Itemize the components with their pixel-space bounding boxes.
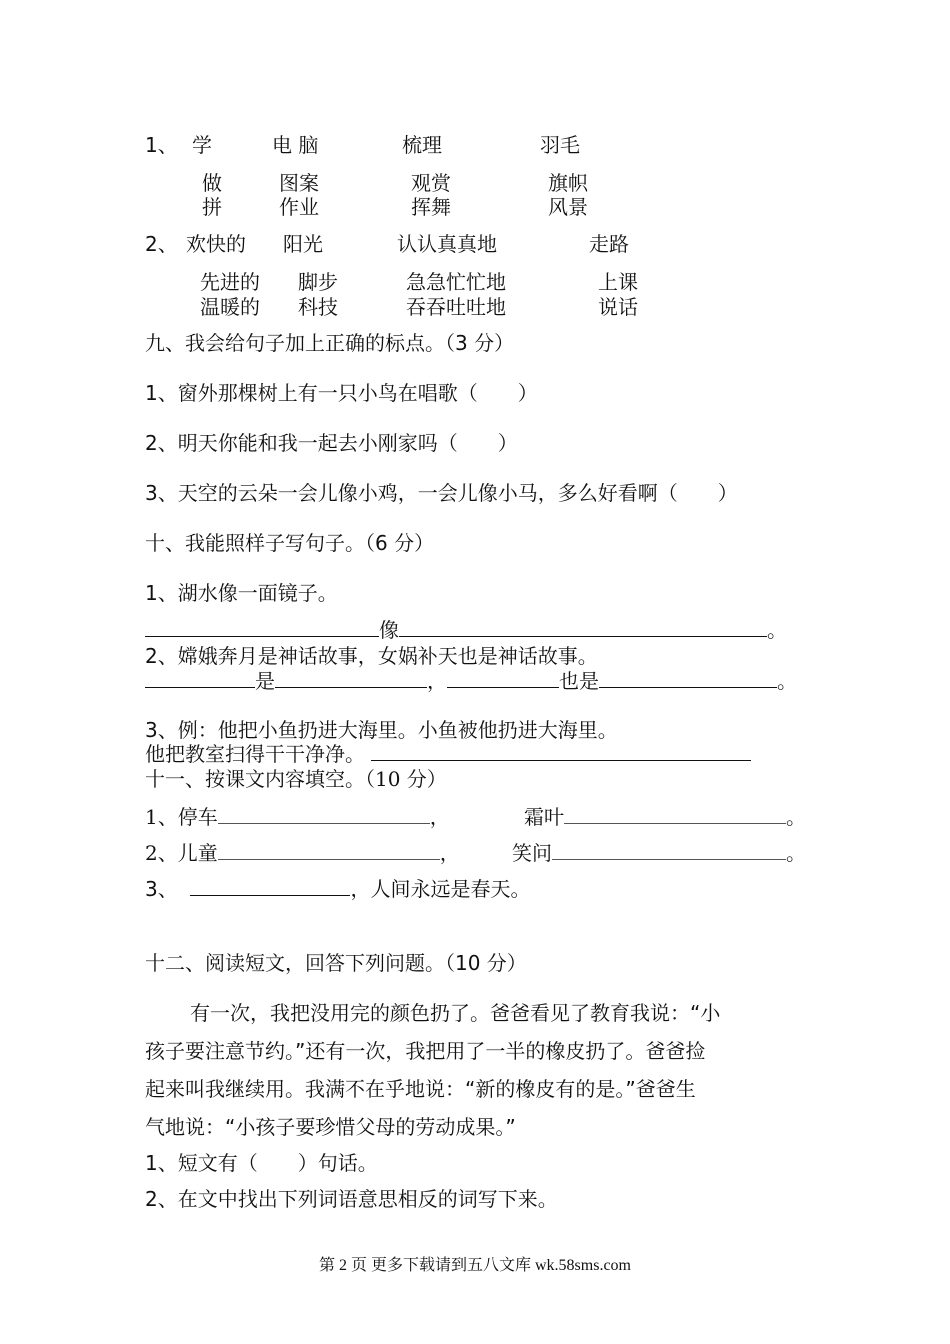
fill-row-3 — [145, 876, 530, 902]
imitation-q1-answer-line — [145, 617, 787, 643]
blank-line[interactable] — [275, 669, 427, 688]
fill-row-2-a: 2、儿童 — [145, 841, 218, 865]
match-q2-bottom-2a: 脚步 — [298, 270, 338, 294]
imitation-q2-example: 2、嫦娥奔月是神话故事，女娲补天也是神话故事。 — [145, 644, 598, 668]
match-q1-bottom-2a: 图案 — [279, 171, 319, 195]
match-q1-bottom-4a: 旗帜 — [548, 171, 588, 195]
fill-row-3-b: ，人间永远是春天。 — [350, 877, 531, 901]
blank-line[interactable] — [145, 618, 379, 637]
punctuation-item-3: 3、天空的云朵一会儿像小鸡，一会儿像小马，多么好看啊（ ） — [145, 481, 738, 505]
fill-row-1-end: 。 — [786, 805, 806, 829]
match-q2-top-1: 欢快的 — [186, 232, 246, 256]
reading-para-line-3: 起来叫我继续用。我满不在乎地说：“新的橡皮有的是。”爸爸生 — [145, 1077, 696, 1101]
section-11-title: 十一、按课文内容填空。（10 分） — [145, 767, 447, 791]
fill-row-2-comma: ， — [439, 841, 460, 865]
blank-line[interactable] — [218, 841, 440, 860]
imitation-q3-prompt: 他把教室扫得干干净净。 — [145, 742, 365, 766]
imitation-q2-is: 是 — [255, 669, 275, 693]
blank-line[interactable] — [552, 841, 786, 860]
reading-para-line-1: 有一次，我把没用完的颜色扔了。爸爸看见了教育我说：“小 — [190, 1001, 721, 1025]
reading-q1: 1、短文有（ ）句话。 — [145, 1151, 378, 1175]
fill-row-1-b: 霜叶 — [524, 805, 564, 829]
match-q1-number: 1、 — [145, 133, 178, 157]
blank-line[interactable] — [371, 742, 751, 761]
imitation-q2-comma: ， — [427, 669, 447, 693]
imitation-q2-answer-line — [145, 668, 797, 694]
fill-row-1-comma: ， — [429, 805, 450, 829]
match-q2-bottom-3b: 吞吞吐吐地 — [406, 295, 506, 319]
fill-row-3-a: 3、 — [145, 877, 178, 901]
imitation-q1-end: 。 — [767, 618, 787, 642]
blank-line[interactable] — [218, 805, 430, 824]
match-q1-bottom-4b: 风景 — [548, 195, 588, 219]
punctuation-item-2: 2、明天你能和我一起去小刚家吗（ ） — [145, 431, 518, 455]
match-q1-bottom-1a: 做 — [202, 171, 222, 195]
match-q1-bottom-3a: 观赏 — [411, 171, 451, 195]
section-12-title: 十二、阅读短文，回答下列问题。（10 分） — [145, 951, 527, 975]
imitation-q2-also: 也是 — [559, 669, 599, 693]
match-q1-bottom-2b: 作业 — [279, 195, 319, 219]
match-q1-bottom-3b: 挥舞 — [411, 195, 451, 219]
blank-line[interactable] — [564, 805, 786, 824]
reading-para-line-4: 气地说：“小孩子要珍惜父母的劳动成果。” — [145, 1115, 516, 1139]
match-q2-bottom-1b: 温暖的 — [200, 295, 260, 319]
match-q2-bottom-1a: 先进的 — [200, 270, 260, 294]
match-q2-bottom-4a: 上课 — [598, 270, 638, 294]
match-q2-bottom-4b: 说话 — [598, 295, 638, 319]
section-10-title: 十、我能照样子写句子。（6 分） — [145, 531, 435, 555]
match-q1-top-1: 学 — [192, 133, 212, 157]
fill-row-1 — [145, 804, 450, 830]
blank-line[interactable] — [399, 618, 767, 637]
imitation-q3-answer-line — [145, 741, 751, 767]
match-q1-bottom-1b: 拼 — [202, 195, 222, 219]
imitation-q1-example: 1、湖水像一面镜子。 — [145, 581, 338, 605]
blank-line[interactable] — [447, 669, 559, 688]
match-q2-number: 2、 — [145, 232, 178, 256]
blank-line[interactable] — [190, 877, 350, 896]
fill-row-2-right — [512, 840, 806, 866]
imitation-q2-end: 。 — [777, 669, 797, 693]
match-q2-top-4: 走路 — [589, 232, 629, 256]
fill-row-2-b: 笑问 — [512, 841, 552, 865]
fill-row-1-a: 1、停车 — [145, 805, 218, 829]
punctuation-item-1: 1、窗外那棵树上有一只小鸟在唱歌（ ） — [145, 381, 538, 405]
match-q2-bottom-2b: 科技 — [298, 295, 338, 319]
page-footer: 第 2 页 更多下载请到五八文库 wk.58sms.com — [318, 1257, 631, 1274]
fill-row-1-right — [524, 804, 806, 830]
imitation-q1-mid: 像 — [379, 618, 399, 642]
match-q1-top-2: 电 脑 — [272, 133, 319, 157]
section-9-title: 九、我会给句子加上正确的标点。（3 分） — [145, 331, 515, 355]
match-q1-top-4: 羽毛 — [540, 133, 580, 157]
blank-line[interactable] — [145, 669, 255, 688]
fill-row-2 — [145, 840, 460, 866]
fill-row-2-end: 。 — [786, 841, 806, 865]
match-q2-top-2: 阳光 — [283, 232, 323, 256]
match-q2-bottom-3a: 急急忙忙地 — [406, 270, 506, 294]
reading-q2: 2、在文中找出下列词语意思相反的词写下来。 — [145, 1187, 558, 1211]
blank-line[interactable] — [599, 669, 777, 688]
reading-para-line-2: 孩子要注意节约。”还有一次，我把用了一半的橡皮扔了。爸爸捡 — [145, 1039, 706, 1063]
imitation-q3-example: 3、例：他把小鱼扔进大海里。小鱼被他扔进大海里。 — [145, 718, 618, 742]
match-q1-top-3: 梳理 — [402, 133, 442, 157]
match-q2-top-3: 认认真真地 — [397, 232, 497, 256]
